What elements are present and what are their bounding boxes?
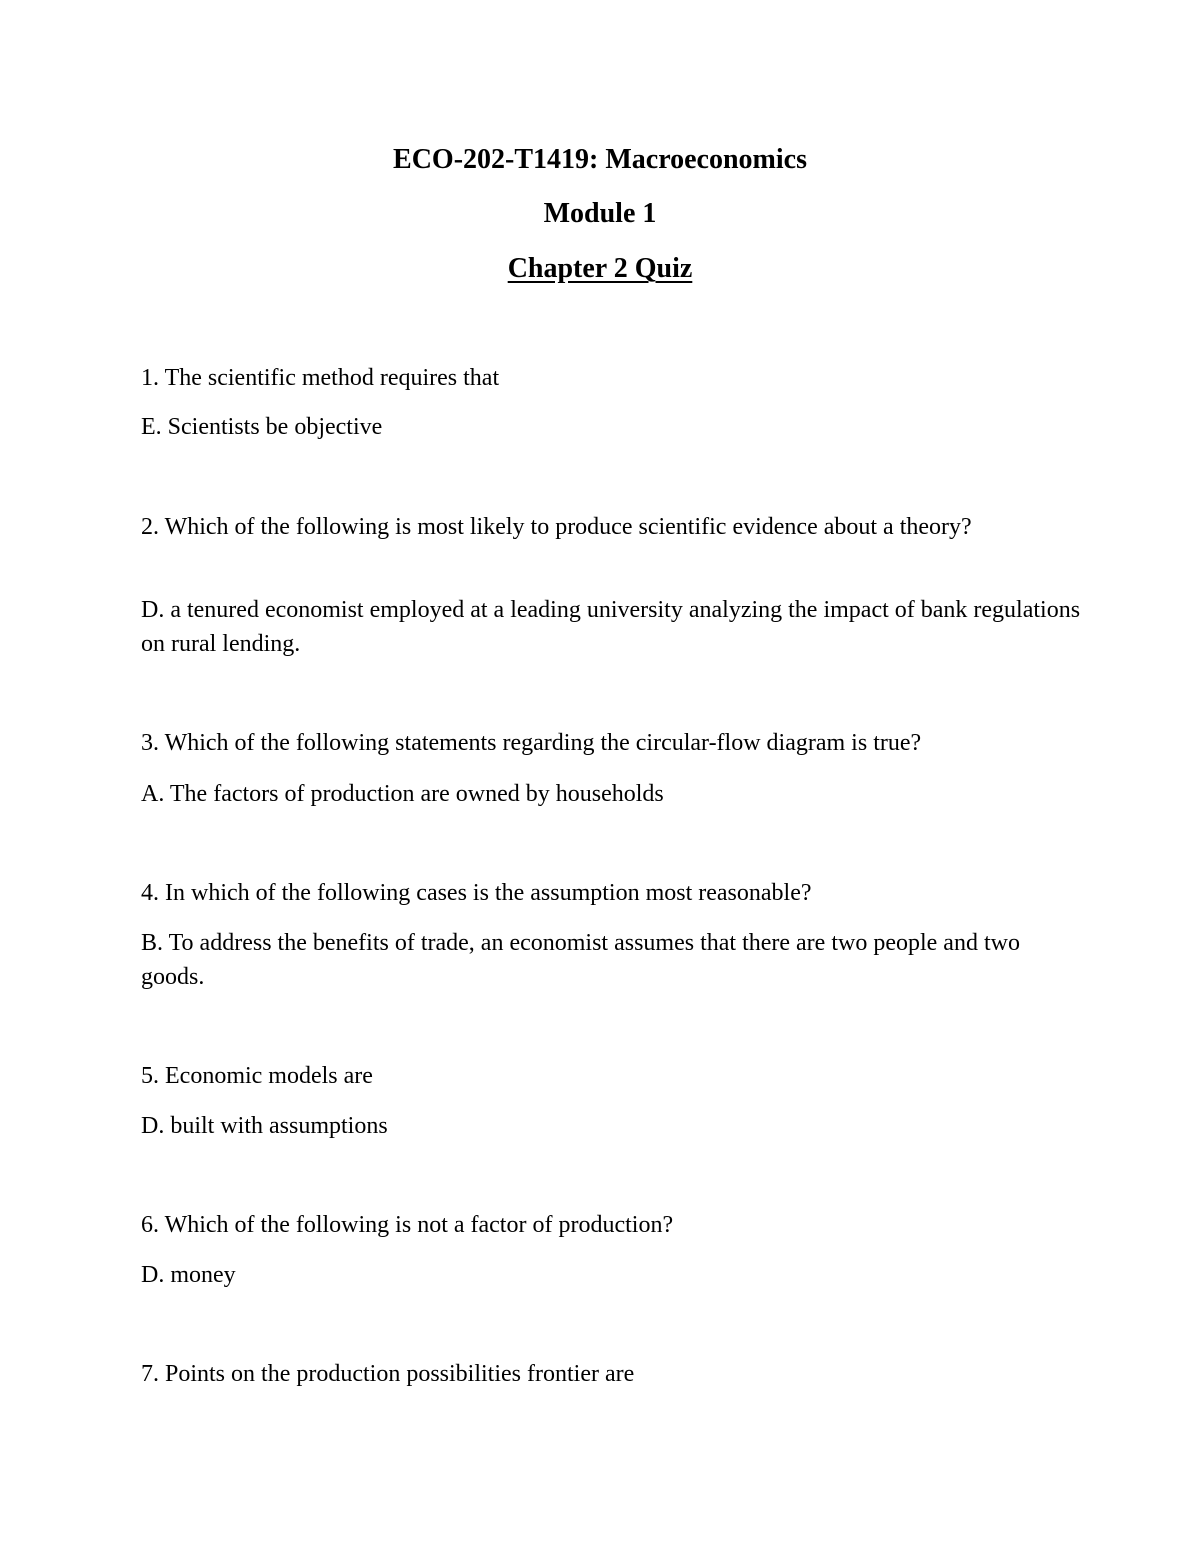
answer-3: A. The factors of production are owned by households <box>141 781 664 807</box>
answer-6: D. money <box>141 1262 236 1288</box>
question-3: 3. Which of the following statements regarding the circular-flow diagram is true? <box>141 730 922 756</box>
question-1: 1. The scientific method requires that <box>141 365 500 391</box>
answer-5: D. built with assumptions <box>141 1113 388 1139</box>
module-heading: Module 1 <box>543 198 657 229</box>
question-4: 4. In which of the following cases is the assumption most reasonable? <box>141 880 812 906</box>
question-7: 7. Points on the production possibilities frontier are <box>141 1361 635 1387</box>
answer-4: B. To address the benefits of trade, an economist assumes that there are two people and two goods. <box>141 930 1020 990</box>
answer-1: E. Scientists be objective <box>141 414 383 440</box>
answer-2: D. a tenured economist employed at a leading university analyzing the impact of bank regulations on rural lending. <box>141 597 1081 657</box>
chapter-quiz-heading: Chapter 2 Quiz <box>507 253 693 284</box>
question-5: 5. Economic models are <box>141 1063 373 1089</box>
question-2: 2. Which of the following is most likely to produce scientific evidence about a theory? <box>141 514 972 540</box>
course-title: ECO-202-T1419: Macroeconomics <box>393 144 807 175</box>
question-6: 6. Which of the following is not a factor of production? <box>141 1212 674 1238</box>
